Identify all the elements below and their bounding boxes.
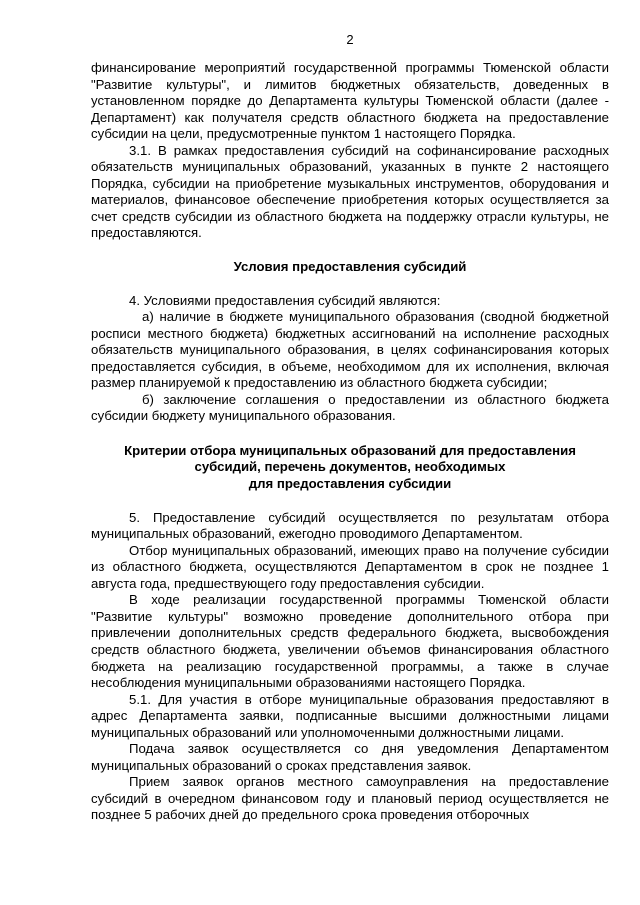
paragraph-4: 4. Условиями предоставления субсидий являются: [129,292,441,308]
paragraph-3-1: 3.1. В рамках предоставления субсидий на софинансирование расходных обязательств муниципальных образований, указанных в пункте 2 настоящего Порядка, субсидии на приобретение музыкальных инструментов, оборудования и материалов, финансовое обеспечение приобретения которых осуществляется за счет средств субсидии из областного бюджета на поддержку отрасли культуры, не предоставляются. [91,142,609,241]
document-body [91,60,609,824]
paragraph-5-additional: В ходе реализации государственной программы Тюменской области "Развитие культуры" возможно проведение дополнительного отбора при привлечении дополнительных средств федерального бюджета, высвобождения средств областного бюджета, увеличении объемов финансирования областного бюджета на реализацию государственной программы, а также в случае несоблюдения муниципальными образованиями настоящего Порядка. [91,592,609,691]
paragraph-5-selection: Отбор муниципальных образований, имеющих право на получение субсидии из областного бюджета, осуществляются Департаментом в срок не позднее 1 августа года, предшествующего году предоставления субсидии. [91,542,609,591]
page-number: 2 [346,32,354,47]
paragraph-5-1-reception: Прием заявок органов местного самоуправления на предоставление субсидий в очередном финансовом году и плановый период осуществляется не позднее 5 рабочих дней до предельного срока проведения отборочных [91,774,609,823]
section-heading-criteria-line1: Критерии отбора муниципальных образований для предоставления [124,442,576,458]
section-heading-criteria [91,443,609,493]
section-heading-criteria-line3: для предоставления субсидии [248,476,452,492]
section-heading-criteria-line2: субсидий, перечень документов, необходимых [194,459,506,475]
paragraph-5-1: 5.1. Для участия в отборе муниципальные образования предоставляют в адрес Департамента заявки, подписанные высшими должностными лицами муниципальных образований или уполномоченными должностными лицами. [91,691,609,740]
paragraph-5-1-submission: Подача заявок осуществляется со дня уведомления Департаментом муниципальных образований о сроках представления заявок. [91,741,609,773]
paragraph-4-a: а) наличие в бюджете муниципального образования (сводной бюджетной росписи местного бюджета) бюджетных ассигнований на исполнение расходных обязательств муниципального образования, в целях софинансирования которых предоставляется субсидия, в объеме, необходимом для их исполнения, включая размер планируемой к предоставлению из областного бюджета субсидии; [91,309,609,391]
paragraph-intro-continuation: финансирование мероприятий государственной программы Тюменской области "Развитие культуры", и лимитов бюджетных обязательств, доведенных в установленном порядке до Департамента культуры Тюменской области (далее - Департамент) как получателя средств областного бюджета на предоставление субсидии на цели, предусмотренные пунктом 1 настоящего Порядка. [91,60,609,142]
paragraph-5: 5. Предоставление субсидий осуществляется по результатам отбора муниципальных образований, ежегодно проводимого Департаментом. [91,509,609,542]
section-heading-conditions: Условия предоставления субсидий [233,259,467,275]
paragraph-4-b: б) заключение соглашения о предоставлении из областного бюджета субсидии бюджету муниципального образования. [91,391,609,424]
